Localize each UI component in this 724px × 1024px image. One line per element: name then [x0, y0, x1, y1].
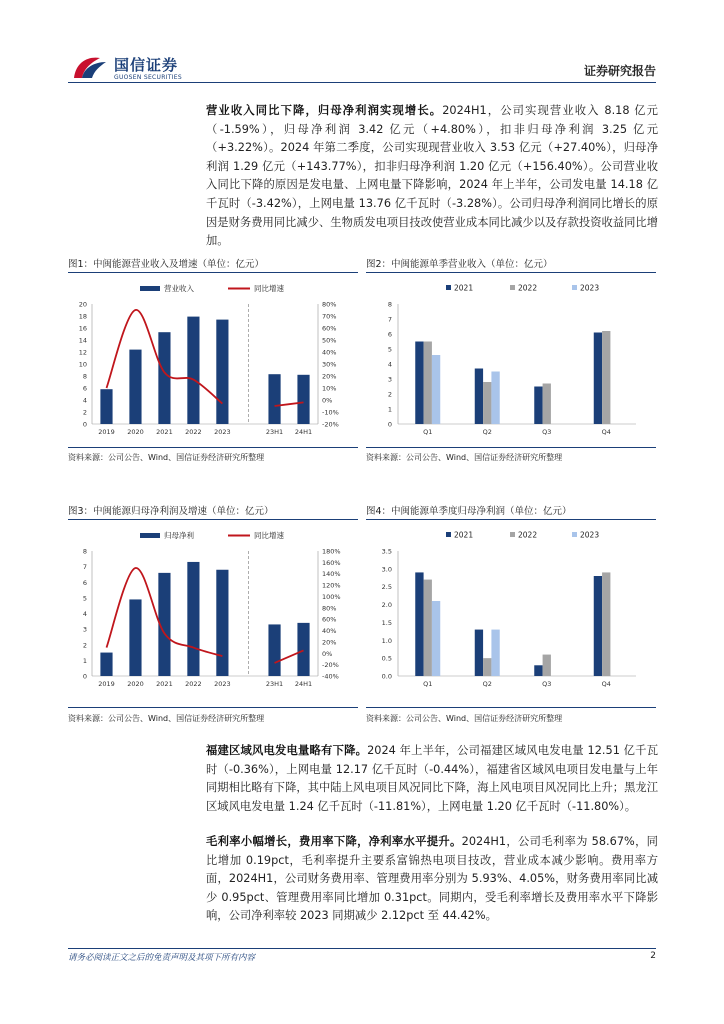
- bar-Q1-2022: [424, 342, 432, 425]
- left-axis-tick-label: 2: [82, 641, 87, 650]
- left-axis-tick-label: 5: [82, 594, 87, 603]
- right-axis-tick-label: 40%: [322, 627, 337, 636]
- fig3-source: 资料来源：公司公告、Wind、国信证券经济研究所整理: [68, 714, 265, 723]
- right-axis-tick-label: -40%: [322, 672, 339, 681]
- bar-24H1: [297, 623, 309, 676]
- right-axis-tick-label: 60%: [322, 324, 337, 333]
- right-axis-tick-label: 80%: [322, 604, 337, 613]
- x-tick-label: 24H1: [294, 680, 313, 688]
- legend-label-line: 同比增速: [254, 531, 284, 540]
- y-axis-tick-label: 3.5: [381, 547, 392, 556]
- x-tick-label: Q4: [601, 428, 611, 436]
- left-axis-tick-label: 16: [78, 324, 87, 333]
- right-axis-tick-label: 50%: [322, 336, 337, 345]
- x-tick-label: 2022: [185, 428, 202, 436]
- bar-Q3-2022: [543, 384, 551, 425]
- left-axis-tick-label: 18: [78, 312, 87, 321]
- fig2-chart: [366, 280, 656, 440]
- bar-Q4-2021: [594, 333, 602, 425]
- x-tick-label: 2021: [156, 680, 173, 688]
- bar-Q1-2023: [432, 601, 440, 676]
- fig4-chart: [366, 527, 656, 692]
- bar-Q4-2022: [602, 572, 610, 676]
- bar-Q1-2022: [424, 580, 432, 676]
- fig1-bottom-rule: [68, 447, 358, 448]
- y-axis-tick-label: 1.0: [381, 636, 392, 645]
- right-axis-tick-label: 0%: [322, 649, 333, 658]
- x-tick-label: Q3: [542, 680, 552, 688]
- paragraph-revenue-heading: 营业收入同比下降，归母净利润实现增长。: [206, 104, 443, 117]
- bar-Q2-2021: [475, 630, 483, 676]
- left-axis-tick-label: 7: [82, 563, 87, 572]
- bar-2022: [187, 317, 199, 424]
- paragraph-wind-power-heading: 福建区域风电发电量略有下降。: [206, 744, 368, 757]
- y-axis-tick-label: 0.0: [381, 672, 392, 681]
- paragraph-revenue-body: 2024H1，公司实现营业收入 8.18 亿元（-1.59%），归母净利润 3.42 亿元（+4.80%），扣非归母净利润 3.25 亿元（+3.22%）。2024 年第二季度，公司实现现营业收入 3.53 亿元（+27.40%），归母净利润 1.29 亿元（+143.77%），扣非归母净利润 1.20 亿元（+156.40%）。公司营业收入同比下降的原因是发电量、上网电量下降影响，2024 年上半年，公司发电量 14.18 亿千瓦时（-3.42%），上网电量 13.76 亿千瓦时（-3.28%）。公司归母净利润同比增长的原因是财务费用同比减少、生物质发电项目技改使营业成本同比减少以及存款投资收益同比增加。: [206, 104, 658, 248]
- left-axis-tick-label: 6: [82, 384, 87, 393]
- bar-23H1: [268, 624, 280, 676]
- x-tick-label: 2022: [185, 680, 202, 688]
- y-axis-tick-label: 4: [387, 360, 392, 369]
- right-axis-tick-label: 40%: [322, 348, 337, 357]
- company-logo: [70, 52, 205, 84]
- x-tick-label: 23H1: [265, 680, 284, 688]
- legend-label-2021: 2021: [454, 530, 474, 540]
- fig1-source: 资料来源：公司公告、Wind、国信证券经济研究所整理: [68, 453, 265, 462]
- right-axis-tick-label: 20%: [322, 372, 337, 381]
- bar-2023: [216, 570, 228, 676]
- x-tick-label: Q1: [423, 680, 433, 688]
- legend-swatch-bar: [140, 533, 160, 538]
- left-axis-tick-label: 12: [78, 348, 87, 357]
- x-tick-label: 2019: [98, 428, 115, 436]
- x-tick-label: Q1: [423, 428, 433, 436]
- logo-mark-icon: [70, 52, 110, 82]
- fig4-source: 资料来源：公司公告、Wind、国信证券经济研究所整理: [366, 714, 563, 723]
- x-tick-label: Q2: [482, 680, 492, 688]
- y-axis-tick-label: 7: [387, 315, 392, 324]
- right-axis-tick-label: 60%: [322, 615, 337, 624]
- y-axis-tick-label: 1: [387, 405, 392, 414]
- fig2-bottom-rule: [366, 447, 656, 448]
- bar-2019: [100, 653, 112, 676]
- bar-Q3-2021: [534, 387, 542, 425]
- left-axis-tick-label: 0: [82, 672, 87, 681]
- legend-label-bar: 归母净利: [164, 531, 194, 540]
- bar-Q2-2022: [483, 382, 491, 424]
- left-axis-tick-label: 8: [82, 372, 87, 381]
- x-tick-label: Q4: [601, 680, 611, 688]
- page-number: 2: [650, 951, 656, 961]
- right-axis-tick-label: 30%: [322, 360, 337, 369]
- y-axis-tick-label: 6: [387, 330, 392, 339]
- left-axis-tick-label: 0: [82, 420, 87, 429]
- footer-disclaimer: 请务必阅读正文之后的免责声明及其项下所有内容: [68, 953, 256, 963]
- fig1-title-rule: [68, 272, 358, 273]
- legend-swatch-2023: [572, 532, 577, 537]
- x-tick-label: 2021: [156, 428, 173, 436]
- fig3-title-rule: [68, 519, 358, 520]
- legend-swatch-2021: [446, 285, 451, 290]
- y-axis-tick-label: 3.0: [381, 565, 392, 574]
- legend-label-2023: 2023: [580, 530, 600, 540]
- logo-text-cn: 国信证券: [114, 56, 179, 74]
- bar-23H1: [268, 374, 280, 424]
- fig4-title: 图4：中闽能源单季度归母净利润（单位：亿元）: [366, 506, 572, 517]
- fig1-title: 图1：中闽能源营业收入及增速（单位：亿元）: [68, 259, 265, 270]
- x-tick-label: 2019: [98, 680, 115, 688]
- legend-label-bar: 营业收入: [164, 284, 194, 293]
- report-type-label: 证券研究报告: [583, 64, 656, 78]
- bar-24H1: [297, 375, 309, 424]
- left-axis-tick-label: 8: [82, 547, 87, 556]
- paragraph-revenue: [206, 102, 658, 251]
- fig2-title: 图2：中闽能源单季营业收入（单位：亿元）: [366, 259, 553, 270]
- y-axis-tick-label: 1.5: [381, 618, 392, 627]
- right-axis-tick-label: -10%: [322, 408, 339, 417]
- y-axis-tick-label: 2: [387, 390, 392, 399]
- legend-swatch-2022: [510, 532, 515, 537]
- fig4-title-rule: [366, 519, 656, 520]
- left-axis-tick-label: 2: [82, 408, 87, 417]
- right-axis-tick-label: 120%: [322, 581, 341, 590]
- legend-label-2022: 2022: [518, 283, 538, 293]
- right-axis-tick-label: 100%: [322, 592, 341, 601]
- y-axis-tick-label: 2.0: [381, 601, 392, 610]
- bar-Q2-2022: [483, 658, 491, 676]
- right-axis-tick-label: 70%: [322, 312, 337, 321]
- right-axis-tick-label: 80%: [322, 300, 337, 309]
- bar-Q3-2021: [534, 665, 542, 676]
- right-axis-tick-label: 10%: [322, 384, 337, 393]
- y-axis-tick-label: 0.5: [381, 654, 392, 663]
- right-axis-tick-label: 140%: [322, 570, 341, 579]
- right-axis-tick-label: 20%: [322, 638, 337, 647]
- left-axis-tick-label: 6: [82, 578, 87, 587]
- footer-divider: [68, 948, 656, 949]
- bar-Q2-2023: [491, 630, 499, 676]
- fig3-bottom-rule: [68, 707, 358, 708]
- paragraph-margin: [206, 833, 658, 926]
- fig1-chart: [68, 280, 358, 440]
- bar-2019: [100, 389, 112, 424]
- paragraph-margin-heading: 毛利率小幅增长，费用率下降，净利率水平提升。: [206, 835, 462, 848]
- legend-label-line: 同比增速: [254, 284, 284, 293]
- bar-2021: [158, 332, 170, 424]
- paragraph-wind-power-body: 2024 年上半年，公司福建区域风电发电量 12.51 亿千瓦时（-0.36%），上网电量 12.17 亿千瓦时（-0.44%），福建省区域风电项目发电量与上年同期相比略有下降，其中陆上风电项目风况同比下降，海上风电项目风况同比上升；黑龙江区域风电发电量 1.24 亿千瓦时（-11.81%），上网电量 1.20 亿千瓦时（-11.80%）。: [206, 744, 658, 813]
- legend-label-2023: 2023: [580, 283, 600, 293]
- x-tick-label: 2023: [214, 428, 231, 436]
- left-axis-tick-label: 4: [82, 396, 87, 405]
- bar-Q1-2021: [415, 572, 423, 676]
- bar-Q1-2023: [432, 355, 440, 424]
- bar-Q2-2021: [475, 369, 483, 425]
- left-axis-tick-label: 3: [82, 625, 87, 634]
- legend-label-2021: 2021: [454, 283, 474, 293]
- left-axis-tick-label: 1: [82, 656, 87, 665]
- header-divider: [68, 82, 656, 83]
- bar-Q2-2023: [491, 372, 499, 425]
- bar-2020: [129, 599, 141, 676]
- bar-Q4-2021: [594, 576, 602, 676]
- paragraph-margin-body: 2024H1，公司毛利率为 58.67%，同比增加 0.19pct，毛利率提升主要系富锦热电项目技改，营业成本减少影响。费用率方面，2024H1，公司财务费用率、管理费用率分别为 5.93%、4.05%，财务费用率同比减少 0.95pct、管理费用率同比增加 0.31pct。同期内，受毛利率增长及费用率水平下降影响，公司净利率较 2023 同期减少 2.12pct 至 44.42%。: [206, 835, 658, 923]
- legend-swatch-2023: [572, 285, 577, 290]
- fig2-title-rule: [366, 272, 656, 273]
- right-axis-tick-label: 160%: [322, 558, 341, 567]
- legend-label-2022: 2022: [518, 530, 538, 540]
- y-axis-tick-label: 2.5: [381, 583, 392, 592]
- legend-swatch-2021: [446, 532, 451, 537]
- right-axis-tick-label: -20%: [322, 661, 339, 670]
- fig3-chart: [68, 527, 358, 692]
- y-axis-tick-label: 3: [387, 375, 392, 384]
- x-tick-label: Q2: [482, 428, 492, 436]
- left-axis-tick-label: 20: [78, 300, 87, 309]
- right-axis-tick-label: 180%: [322, 547, 341, 556]
- paragraph-wind-power: [206, 742, 658, 816]
- fig3-title: 图3：中闽能源归母净利润及增速（单位：亿元）: [68, 506, 274, 517]
- bar-Q1-2021: [415, 342, 423, 425]
- left-axis-tick-label: 4: [82, 610, 87, 618]
- legend-swatch-bar: [140, 286, 160, 291]
- logo-text-en: GUOSEN SECURITIES: [114, 74, 183, 81]
- bar-Q4-2022: [602, 331, 610, 424]
- x-tick-label: Q3: [542, 428, 552, 436]
- legend-swatch-2022: [510, 285, 515, 290]
- x-tick-label: 2020: [127, 428, 144, 436]
- x-tick-label: 23H1: [265, 428, 284, 436]
- right-axis-tick-label: -20%: [322, 420, 339, 429]
- y-axis-tick-label: 8: [387, 300, 392, 309]
- fig2-source: 资料来源：公司公告、Wind、国信证券经济研究所整理: [366, 453, 563, 462]
- x-tick-label: 2020: [127, 680, 144, 688]
- bar-2020: [129, 350, 141, 424]
- left-axis-tick-label: 14: [78, 336, 87, 345]
- y-axis-tick-label: 0: [387, 420, 392, 429]
- left-axis-tick-label: 10: [78, 360, 87, 369]
- fig4-bottom-rule: [366, 707, 656, 708]
- y-axis-tick-label: 5: [387, 345, 392, 354]
- bar-2023: [216, 320, 228, 424]
- bar-2022: [187, 562, 199, 676]
- x-tick-label: 24H1: [294, 428, 313, 436]
- bar-Q3-2022: [543, 655, 551, 676]
- right-axis-tick-label: 0%: [322, 396, 333, 405]
- x-tick-label: 2023: [214, 680, 231, 688]
